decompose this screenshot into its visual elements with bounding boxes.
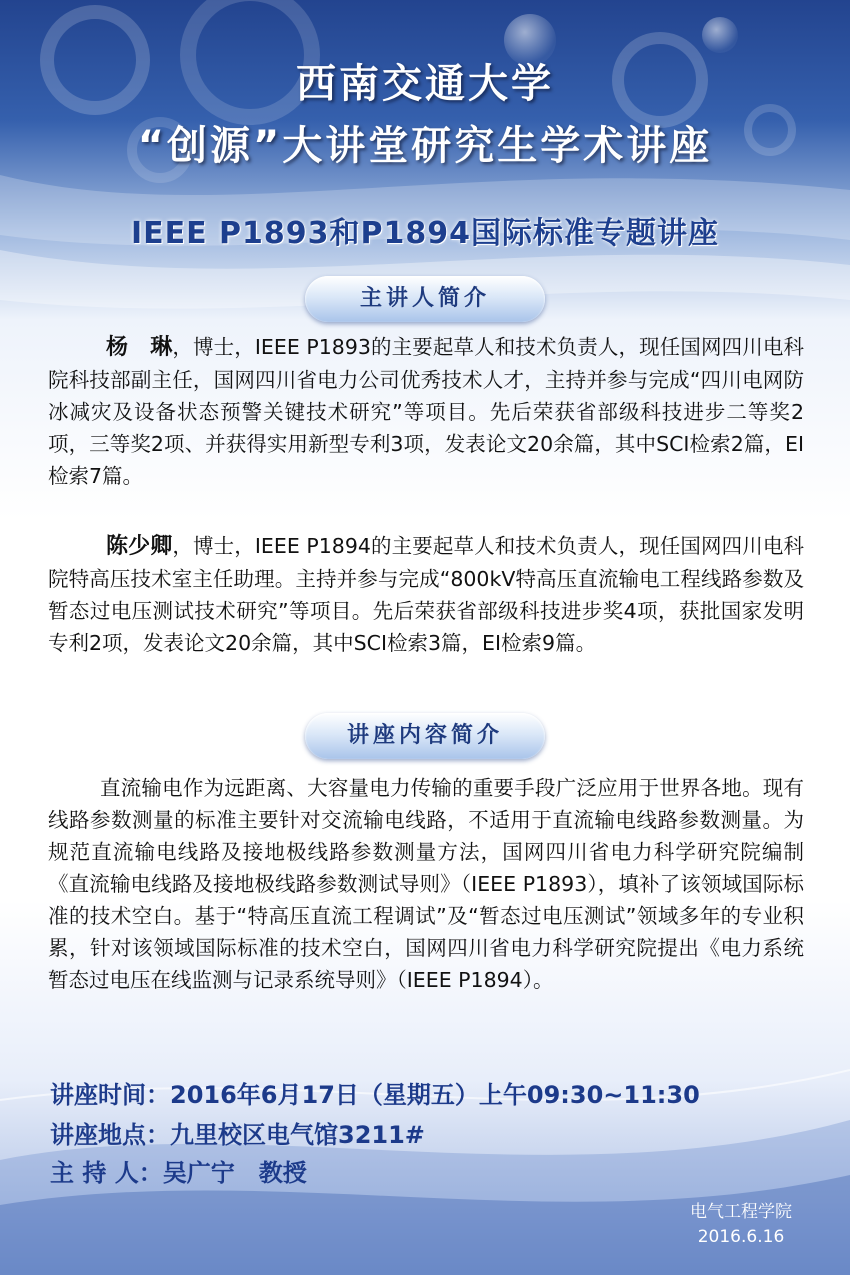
speaker2-paragraph [48, 530, 804, 659]
lecture-host: 主 持 人：吴广宁 教授 [50, 1159, 307, 1187]
bubble-decor [702, 17, 738, 53]
lecture-content-paragraph: 直流输电作为远距离、大容量电力传输的重要手段广泛应用于世界各地。现有线路参数测量的标准主要针对交流输电线路，不适用于直流输电线路参数测量。为规范直流输电线路及接地极线路参数测量方法，国网四川省电力科学研究院编制《直流输电线路及接地极线路参数测试导则》（IEEE P1893），填补了该领域国际标准的技术空白。基于“特高压直流工程调试”及“暂态过电压测试”领域多年的专业积累，针对该领域国际标准的技术空白，国网四川省电力科学研究院提出《电力系统暂态过电压在线监测与记录系统导则》（IEEE P1894）。 [48, 776, 804, 992]
poster-date: 2016.6.16 [697, 1227, 785, 1247]
speaker1-name: 杨 琳 [106, 335, 173, 360]
speaker1-bio: ，博士，IEEE P1893的主要起草人和技术负责人，现任国网四川电科院科技部副主任，国网四川省电力公司优秀技术人才，主持并参与完成“四川电网防冰减灾及设备状态预警关键技术研究”等项目。先后荣获省部级科技进步二等奖2项，三等奖2项、并获得实用新型专利3项，发表论文20余篇，其中SCI检索2篇，EI检索7篇。 [48, 335, 804, 488]
speaker2-name: 陈少卿 [106, 534, 173, 559]
lecture-topic-title: IEEE P1893和P1894国际标准专题讲座 [130, 216, 720, 251]
organizer-name: 电气工程学院 [690, 1202, 792, 1222]
lecture-time: 讲座时间：2016年6月17日（星期五）上午09:30~11:30 [50, 1081, 700, 1109]
content-section-heading: 讲座内容简介 [305, 713, 545, 759]
poster-title-university: 西南交通大学 [296, 61, 554, 107]
speakers-section-heading: 主讲人简介 [305, 276, 545, 322]
poster-title-lecture-series: “创源”大讲堂研究生学术讲座 [137, 123, 713, 169]
speaker2-bio: ，博士，IEEE P1894的主要起草人和技术负责人，现任国网四川电科院特高压技术室主任助理。主持并参与完成“800kV特高压直流输电工程线路参数及暂态过电压测试技术研究”等项目。先后荣获省部级科技进步奖4项，获批国家发明专利2项，发表论文20余篇，其中SCI检索3篇，EI检索9篇。 [48, 534, 804, 655]
poster-footer [690, 1200, 792, 1250]
speaker1-paragraph [48, 331, 804, 492]
lecture-place: 讲座地点：九里校区电气馆3211# [50, 1121, 425, 1149]
